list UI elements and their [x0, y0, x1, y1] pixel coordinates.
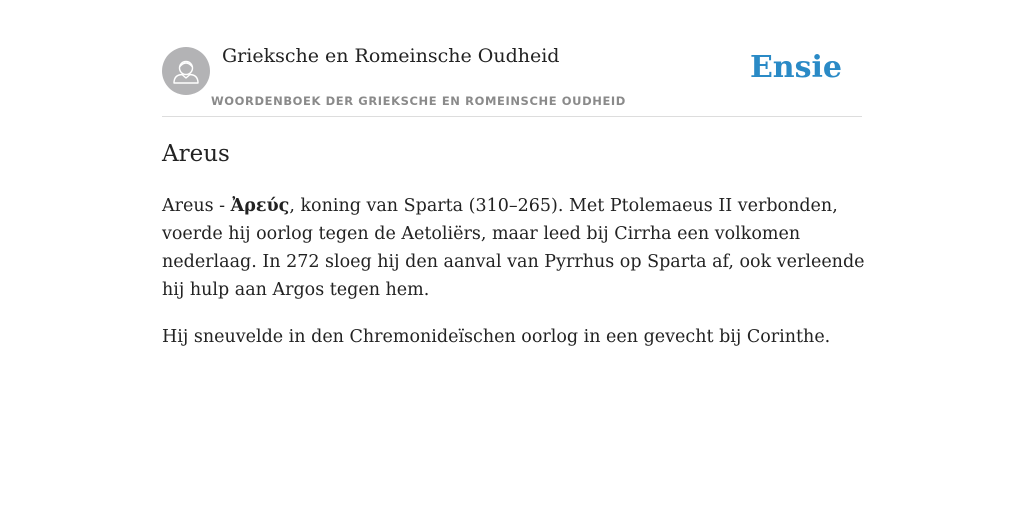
greek-term: Ἀρεύς: [230, 196, 290, 216]
entry-body: [162, 192, 867, 370]
ensie-logo[interactable]: Ensie: [749, 50, 842, 85]
dictionary-subtitle: WOORDENBOEK DER GRIEKSCHE EN ROMEINSCHE OUDHEID: [211, 94, 626, 108]
user-silhouette-icon: [162, 47, 210, 95]
dictionary-header: [162, 0, 862, 117]
dictionary-title[interactable]: Grieksche en Romeinsche Oudheid: [222, 45, 560, 67]
entry-text: , koning van Sparta (310–265). Met Ptolemaeus II verbonden, voerde hij oorlog tegen de Aetoliërs, maar leed bij Cirrha een volkomen nederlaag. In 272 sloeg hij den aanval van Pyrrhus op Sparta af, ook verleende hij hulp aan Argos tegen hem.: [162, 196, 865, 300]
content-wrapper: [162, 0, 865, 347]
entry-paragraph: Hij sneuvelde in den Chremonideïschen oorlog in een gevecht bij Corinthe.: [162, 327, 831, 347]
entry-paragraph: [162, 192, 867, 304]
entry-title: Areus: [162, 141, 230, 167]
entry-lead: Areus -: [162, 196, 231, 216]
avatar[interactable]: [162, 47, 210, 95]
